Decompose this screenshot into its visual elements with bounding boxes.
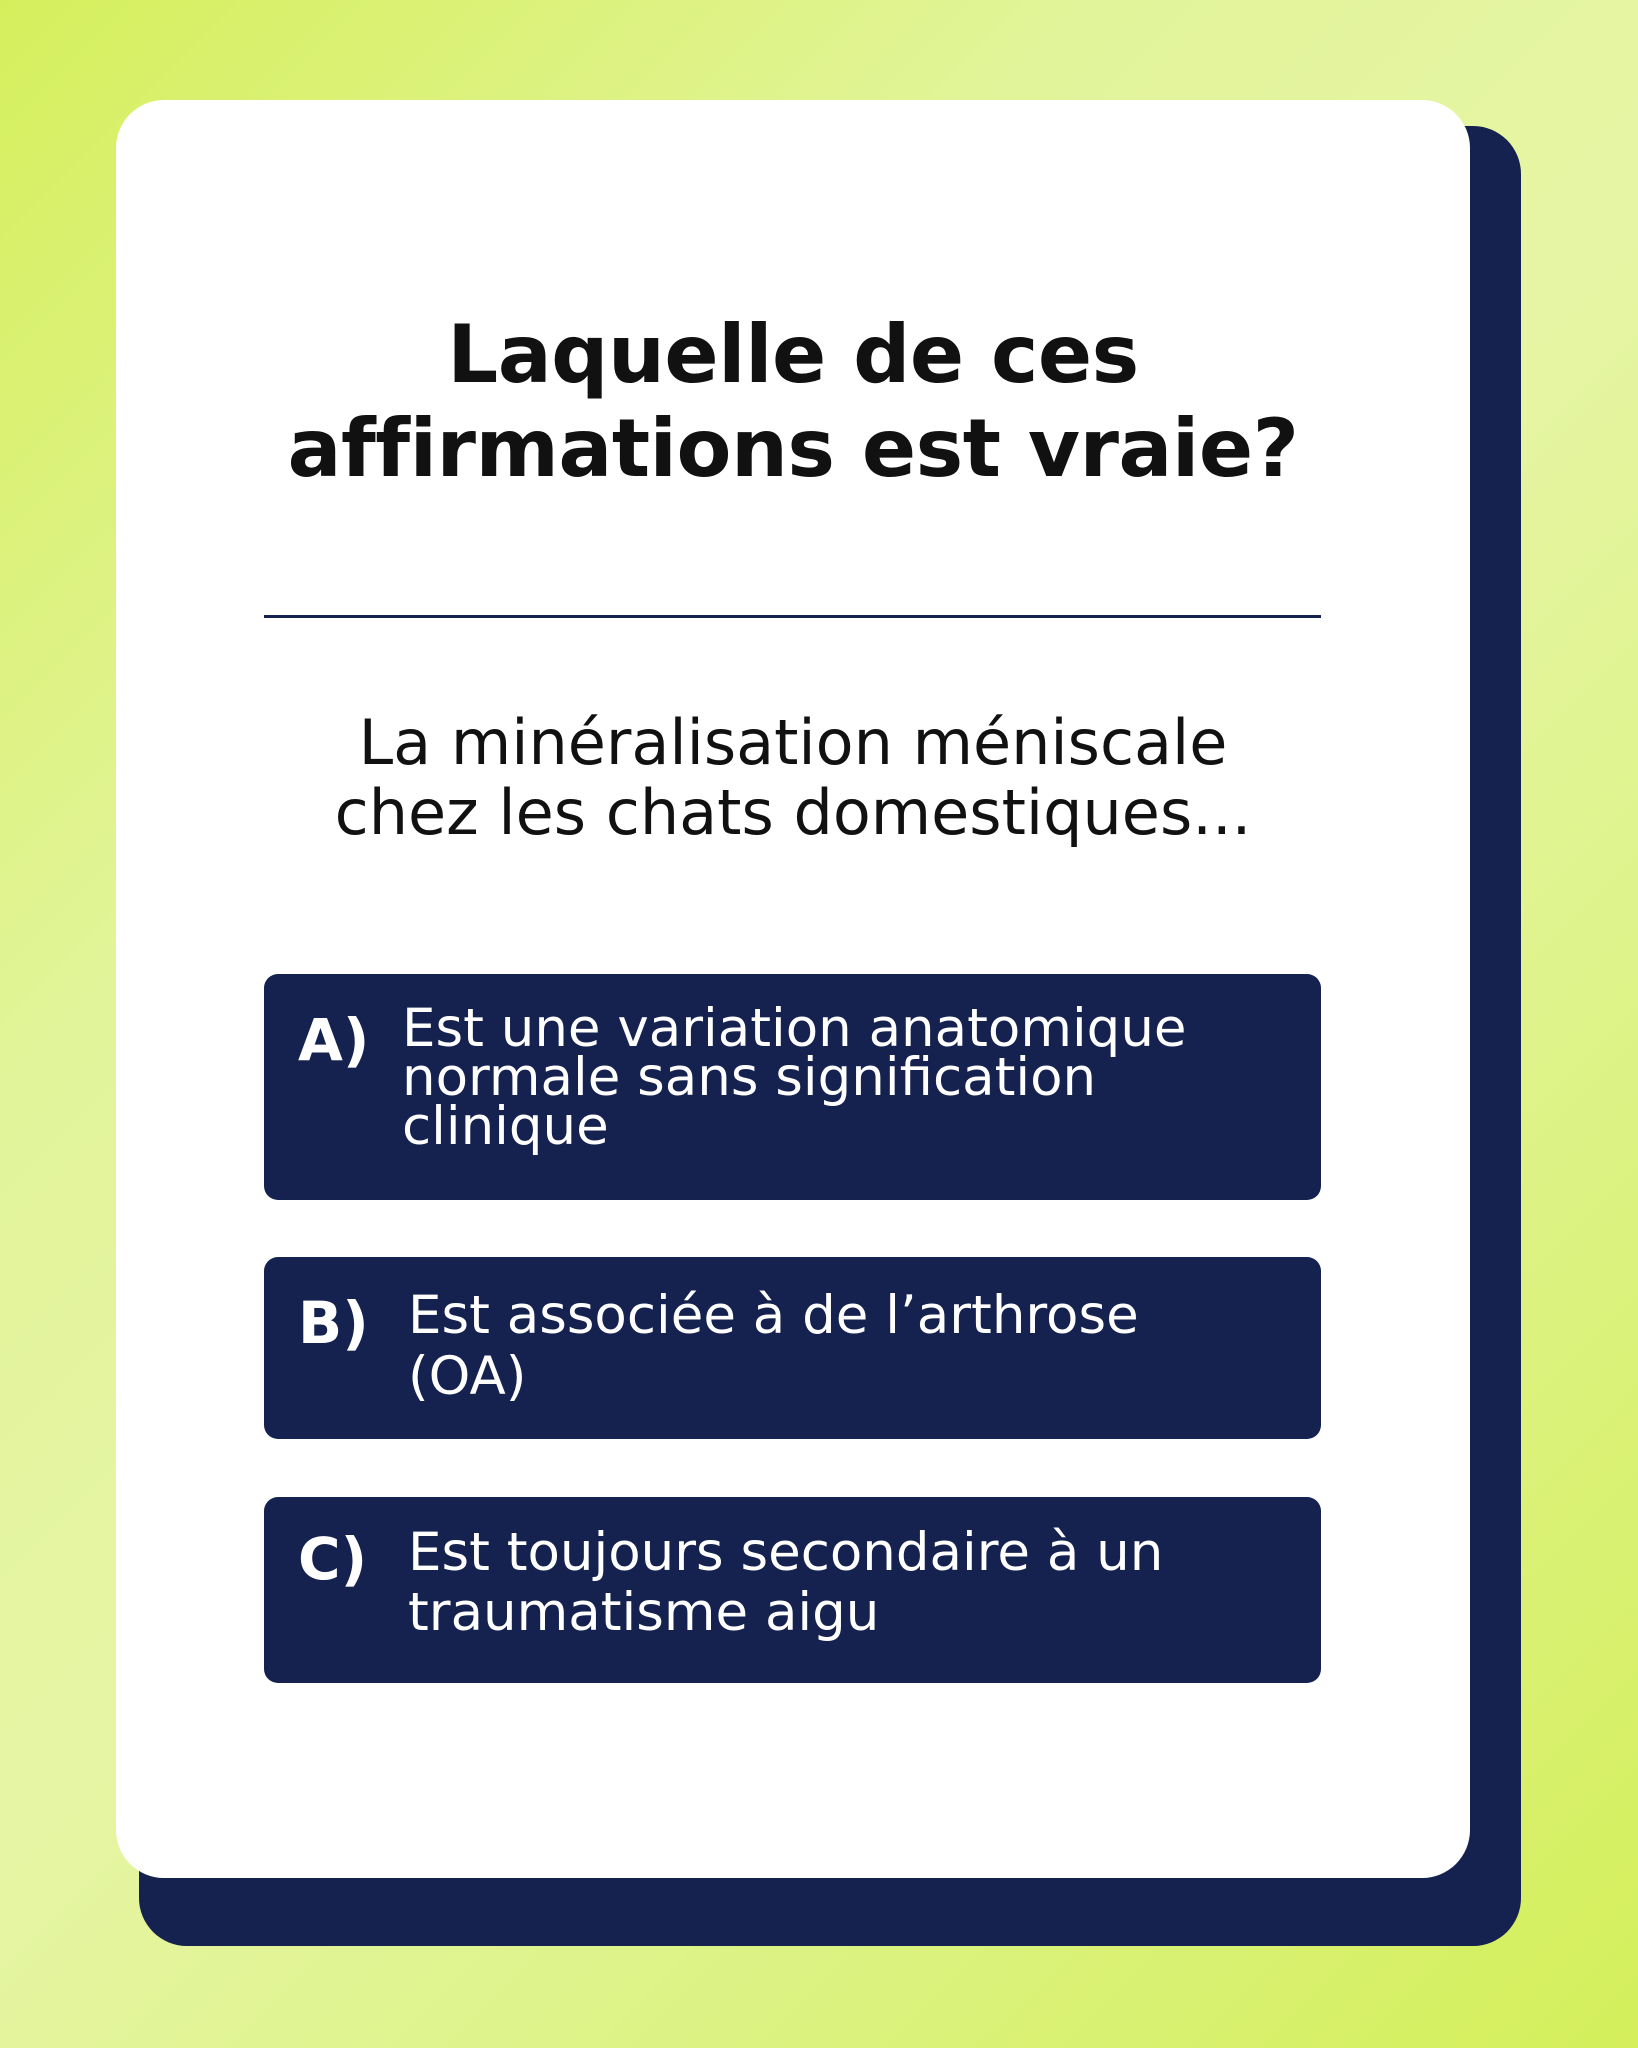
answer-option-b[interactable] (264, 1257, 1321, 1439)
option-a-line-2: normale sans signification (402, 1047, 1097, 1108)
option-b-letter: B) (298, 1289, 369, 1357)
option-c-line-2: traumatisme aigu (408, 1582, 880, 1643)
option-a-line-3: clinique (402, 1096, 609, 1157)
divider (264, 615, 1321, 618)
option-a-letter: A) (298, 1006, 370, 1074)
question-stem (116, 708, 1470, 848)
question-stem-line-1: La minéralisation méniscale (358, 706, 1228, 779)
answer-option-a[interactable] (264, 974, 1321, 1200)
option-c-line-1: Est toujours secondaire à un (408, 1522, 1164, 1583)
question-title-line-1: Laquelle de ces (447, 308, 1139, 401)
option-a-text (402, 998, 1302, 1157)
question-stem-line-2: chez les chats domestiques... (334, 776, 1252, 849)
question-title (116, 308, 1470, 496)
quiz-card (116, 100, 1470, 1878)
option-c-letter: C) (298, 1525, 368, 1593)
option-b-line-2: (OA) (408, 1346, 527, 1407)
option-b-text (408, 1285, 1288, 1407)
question-title-line-2: affirmations est vraie? (287, 402, 1299, 495)
option-c-text (408, 1523, 1288, 1643)
option-b-line-1: Est associée à de l’arthrose (408, 1285, 1139, 1346)
option-a-line-1: Est une variation anatomique (402, 998, 1187, 1059)
answer-option-c[interactable] (264, 1497, 1321, 1683)
